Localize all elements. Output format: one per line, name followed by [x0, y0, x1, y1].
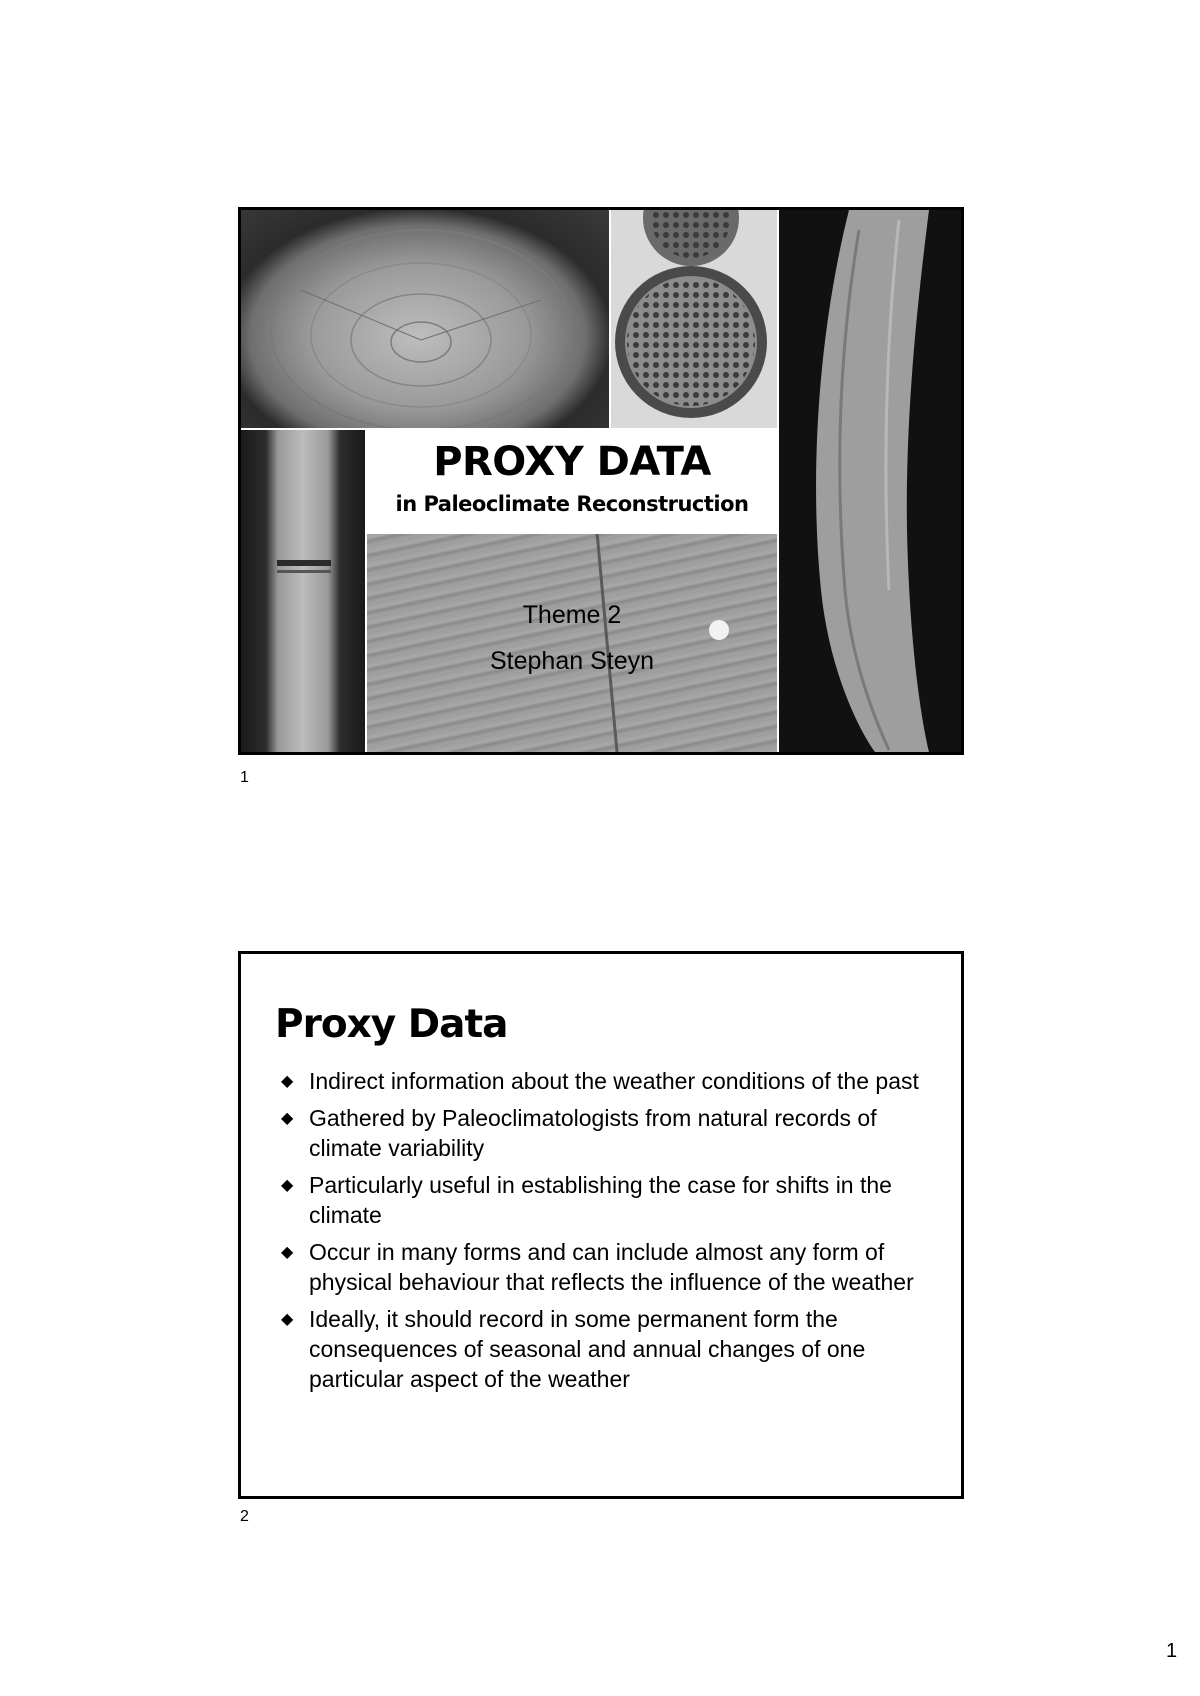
bullet-text: Occur in many forms and can include almost any form of physical behaviour that reflects the influence of the weather: [309, 1239, 914, 1295]
bullet-text: Indirect information about the weather conditions of the past: [309, 1068, 919, 1094]
slide-title: Proxy Data: [275, 1002, 508, 1047]
slide-1: [238, 207, 964, 755]
sediment-core-photo: [241, 430, 365, 752]
title-box: [367, 428, 777, 534]
slide-title: PROXY DATA: [433, 439, 711, 485]
core-illustration: [241, 430, 365, 752]
diamond-bullet-icon: ◆: [281, 1073, 294, 1090]
bullet-text: Gathered by Paleoclimatologists from natural records of climate variability: [309, 1105, 877, 1161]
pollen-grain-photo: [611, 210, 777, 428]
list-item: [279, 1304, 939, 1394]
diamond-bullet-icon: ◆: [281, 1244, 294, 1261]
list-item: [279, 1103, 939, 1163]
slide-number: 2: [240, 1508, 249, 1525]
author-name: Stephan Steyn: [489, 647, 654, 675]
list-item: [279, 1237, 939, 1297]
list-item: [279, 1066, 939, 1096]
list-item: [279, 1170, 939, 1230]
theme-text: [367, 592, 777, 684]
page-number: 1: [1166, 1640, 1178, 1662]
diamond-bullet-icon: ◆: [281, 1177, 294, 1194]
stalagmite-photo: [779, 210, 961, 752]
slide-subtitle: in Paleoclimate Reconstruction: [395, 492, 749, 516]
bullet-text: Ideally, it should record in some permanent form the consequences of seasonal and annual changes of one particular aspect of the weather: [309, 1306, 866, 1392]
pollen-illustration: [611, 210, 777, 428]
diamond-bullet-icon: ◆: [281, 1311, 294, 1328]
stalagmite-illustration: [779, 210, 961, 752]
slide-number: 1: [240, 769, 249, 786]
diamond-bullet-icon: ◆: [281, 1110, 294, 1127]
tree-ring-illustration: [241, 210, 609, 428]
tree-ring-photo: [241, 210, 609, 428]
theme-label: Theme 2: [522, 601, 622, 629]
bullet-list: [279, 1066, 939, 1401]
bullet-text: Particularly useful in establishing the case for shifts in the climate: [309, 1172, 892, 1228]
slide-2: [238, 951, 964, 1499]
